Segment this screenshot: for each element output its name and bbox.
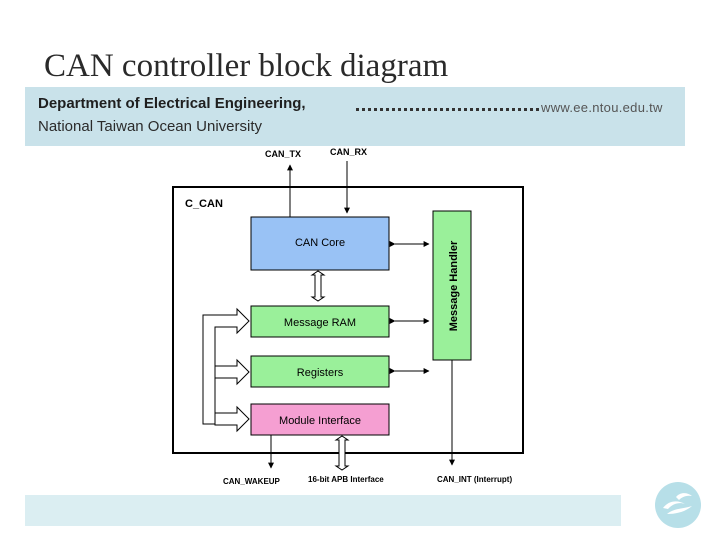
module-interface-label: Module Interface [279,415,361,427]
left-bus-arrows [203,309,249,431]
can-wakeup-label: CAN_WAKEUP [223,477,280,486]
slide-title: CAN controller block diagram [44,48,449,84]
university-logo-icon [654,481,702,529]
can-tx-label: CAN_TX [265,149,302,159]
dotted-divider [356,108,539,111]
university-label: National Taiwan Ocean University [38,118,262,135]
message-handler-label: Message Handler [448,240,460,332]
can-block-diagram [165,143,540,493]
can-rx-label: CAN_RX [330,147,368,157]
footer-band [25,495,621,526]
message-ram-label: Message RAM [283,317,357,329]
website-url: www.ee.ntou.edu.tw [541,100,663,115]
can-core-label: CAN Core [294,237,346,249]
apb-interface-label: 16-bit APB Interface [308,475,384,484]
can-int-label: CAN_INT (Interrupt) [437,475,513,484]
department-label: Department of Electrical Engineering, [38,95,306,112]
c-can-label: C_CAN [185,198,223,210]
registers-label: Registers [296,367,344,379]
